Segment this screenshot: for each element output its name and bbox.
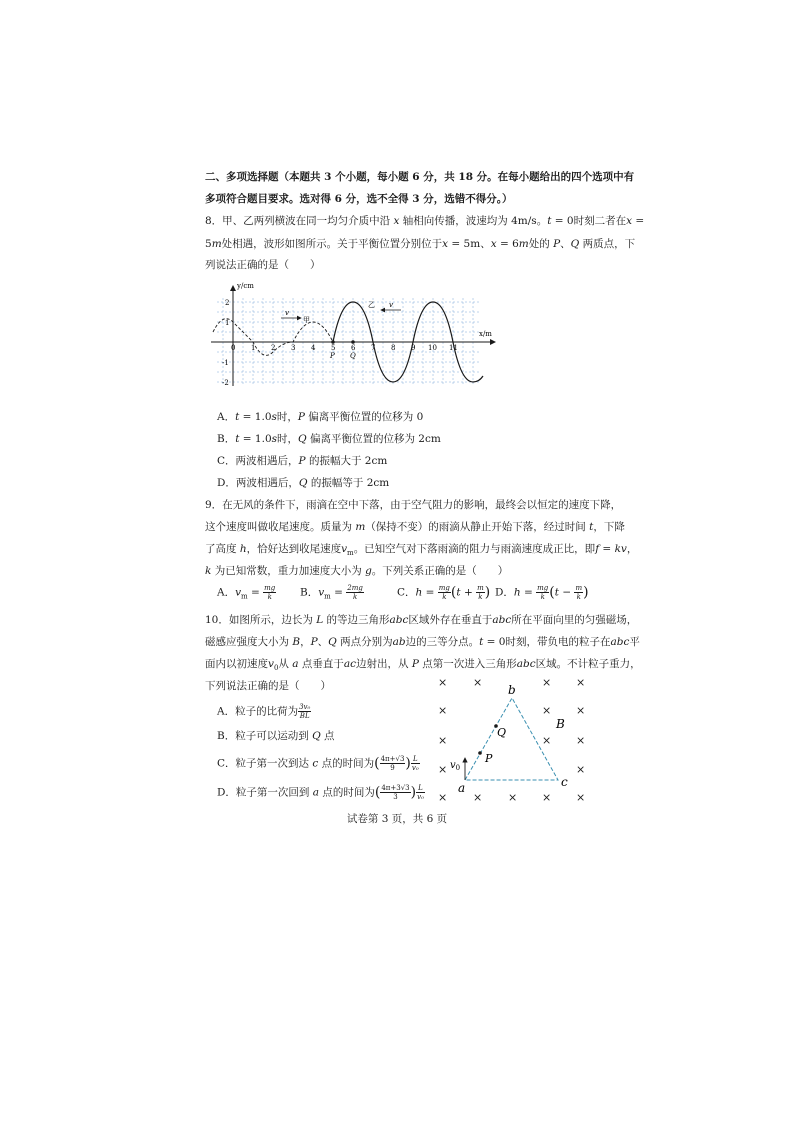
q8-stem-line3: 列说法正确的是（ ） — [205, 259, 321, 271]
q8-option-b[interactable]: B．t = 1.0s时，Q 偏离平衡位置的位移为 2cm — [217, 433, 441, 445]
y-axis-label: y/cm — [237, 282, 254, 290]
q9-option-c[interactable]: C．h = $\frac{mg}{k}$ (t + $\frac{m}{k}$ ) — [397, 584, 491, 601]
q9-stem-line2: 这个速度叫做收尾速度。质量为 m（保持不变）的雨滴从静止开始下落，经过时间 t，下降 — [205, 521, 625, 533]
q9-option-a[interactable]: A．$v_m$ = $\frac{mg}{k}$ — [217, 584, 276, 601]
x-tick: 2 — [271, 344, 276, 352]
q8-stem-line1: 8．甲、乙两列横波在同一均匀介质中沿 x 轴相向传播，波速均为 4m/s。t = 0时刻二者在x = — [205, 215, 645, 227]
q10-stem-line2: 磁感应强度大小为 B，P、Q 两点分别为ab边的三等分点。t = 0时刻，带负电的粒子在abc平 — [205, 636, 640, 648]
graph-grid — [217, 298, 481, 384]
yi-v-label: v — [389, 301, 393, 309]
q10-stem-line4: 下列说法正确的是（ ） — [205, 680, 331, 692]
yi-label: 乙 — [368, 301, 375, 309]
field-cross: × — [438, 791, 448, 804]
q9-option-b[interactable]: B．$v_m$ = $\frac{2mg}{k}$ — [300, 584, 363, 601]
field-cross: × — [542, 704, 552, 717]
point-p — [331, 340, 335, 344]
point-q — [351, 340, 355, 344]
y-tick: -1 — [222, 359, 229, 367]
x-tick: 0 — [231, 344, 236, 352]
x-tick: 1 — [251, 344, 256, 352]
point-q-label: Q — [497, 726, 507, 739]
q9-stem-line1: 9．在无风的条件下，雨滴在空中下落，由于空气阻力的影响，最终会以恒定的速度下降， — [205, 499, 622, 511]
vertex-c-label: c — [561, 775, 568, 789]
point-p-label: P — [485, 752, 493, 765]
section-header-line2: 多项符合题目要求。选对得 6 分，选不全得 3 分，选错不得分。） — [205, 193, 513, 205]
point-p — [478, 751, 482, 755]
jia-v-label: v — [285, 309, 289, 317]
field-cross: × — [576, 734, 586, 747]
q10-option-b[interactable]: B．粒子可以运动到 Q 点 — [217, 730, 335, 742]
x-tick: 11 — [449, 344, 458, 352]
q8-stem-line2: 5m处相遇，波形如图所示。关于平衡位置分别位于x = 5m、x = 6m处的 P、Q 两质点，下 — [205, 238, 636, 250]
x-tick: 3 — [291, 344, 296, 352]
point-p-label: P — [330, 352, 335, 360]
v0-label: $v_0$ — [450, 760, 461, 772]
field-cross: × — [438, 734, 448, 747]
x-tick: 9 — [411, 344, 416, 352]
field-cross: × — [473, 791, 483, 804]
point-q-label: Q — [350, 352, 356, 360]
x-tick: 7 — [371, 344, 376, 352]
q10-option-d[interactable]: D．粒子第一次回到 a 点的时间为( $\frac{4\pi+3√3}{3}$ ) $\frac{L}{\text{v₀}}$ — [217, 784, 424, 801]
q8-option-c[interactable]: C．两波相遇后，P 的振幅大于 2cm — [217, 455, 388, 467]
field-cross: × — [473, 676, 483, 689]
y-tick: 1 — [225, 319, 230, 327]
q9-stem-line3: 了高度 h，恰好达到收尾速度$v_m$。已知空气对下落雨滴的阻力与雨滴速度成正比，即f = kv， — [205, 543, 638, 558]
field-cross: × — [542, 676, 552, 689]
q8-wave-graph — [205, 280, 505, 390]
field-cross: × — [542, 791, 552, 804]
field-cross: × — [438, 676, 448, 689]
page-footer: 试卷第 3 页，共 6 页 — [346, 813, 448, 825]
x-tick: 10 — [428, 344, 437, 352]
x-tick: 5 — [331, 344, 336, 352]
field-cross: × — [508, 791, 518, 804]
vertex-b-label: b — [508, 683, 516, 697]
q10-option-a[interactable]: A．粒子的比荷为 $\frac{\text{3v₀}}{BL}$ — [217, 703, 311, 720]
y-tick: 2 — [225, 299, 230, 307]
y-tick: -2 — [222, 379, 229, 387]
field-cross: × — [438, 704, 448, 717]
x-axis-label: x/m — [479, 330, 492, 338]
q8-option-d[interactable]: D．两波相遇后，Q 的振幅等于 2cm — [217, 477, 390, 489]
q10-field-figure — [430, 672, 595, 807]
x-tick: 8 — [391, 344, 396, 352]
field-b-label: B — [556, 717, 565, 731]
x-tick: 4 — [311, 344, 316, 352]
section-header-line1: 二、多项选择题（本题共 3 个小题，每小题 6 分，共 18 分。在每小题给出的四个选项中有 — [205, 171, 635, 183]
field-cross: × — [438, 763, 448, 776]
field-cross: × — [576, 704, 586, 717]
q10-stem-line3: 面内以初速度$v_0$从 a 点垂直于ac边射出，从 P 点第一次进入三角形abc区域。不计粒子重力， — [205, 658, 641, 673]
jia-label: 甲 — [303, 316, 310, 324]
vertex-a-label: a — [458, 781, 466, 795]
q9-option-d[interactable]: D．h = $\frac{mg}{k}$ (t − $\frac{m}{k}$ ) — [495, 584, 589, 601]
q9-stem-line4: k 为已知常数，重力加速度大小为 g。下列关系正确的是（ ） — [205, 565, 509, 577]
q10-option-c[interactable]: C．粒子第一次到达 c 点的时间为( $\frac{4\pi+√3}{9}$ ) $\frac{L}{\text{v₀}}$ — [217, 755, 419, 772]
field-cross: × — [576, 763, 586, 776]
q10-stem-line1: 10．如图所示，边长为 L 的等边三角形abc区域外存在垂直于abc所在平面向里的匀强磁场， — [205, 614, 638, 626]
field-cross: × — [576, 676, 586, 689]
field-cross: × — [542, 734, 552, 747]
q8-option-a[interactable]: A．t = 1.0s时，P 偏离平衡位置的位移为 0 — [217, 411, 424, 423]
x-tick: 6 — [351, 344, 356, 352]
field-cross: × — [576, 791, 586, 804]
